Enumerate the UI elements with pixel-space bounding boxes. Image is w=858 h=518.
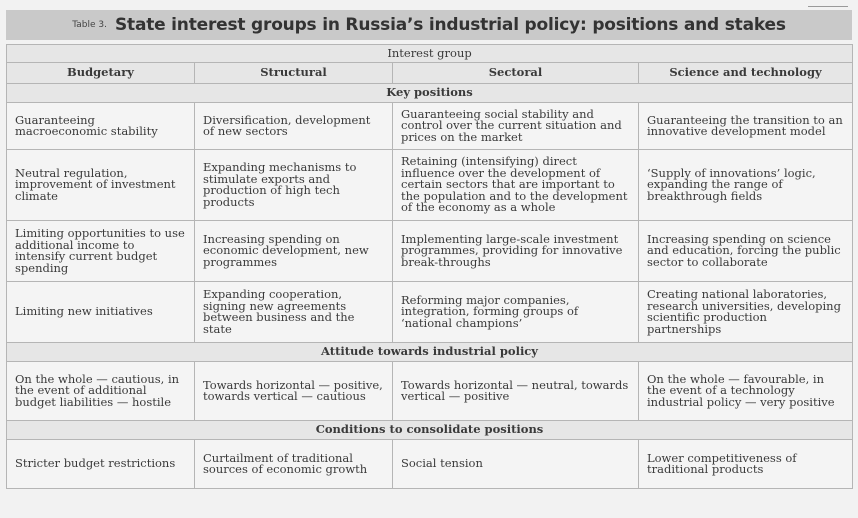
- page-corner-mark: [808, 0, 848, 7]
- section-heading: Conditions to consolidate positions: [7, 421, 853, 440]
- section-heading-row: [7, 421, 853, 440]
- interest-groups-table: [6, 44, 853, 489]
- group-header-cell: Interest group: [7, 45, 853, 63]
- table-cell: Reforming major companies, integration, forming groups of ‘national champions’: [393, 282, 639, 343]
- table-row: [7, 362, 853, 421]
- column-header: Sectoral: [393, 63, 639, 84]
- column-header: Budgetary: [7, 63, 195, 84]
- table-row: [7, 103, 853, 150]
- table-cell: Expanding cooperation, signing new agreements between business and the state: [195, 282, 393, 343]
- table-cell: Limiting new initiatives: [7, 282, 195, 343]
- table-cell: On the whole — favourable, in the event of a technology industrial policy — very positive: [639, 362, 853, 421]
- section-heading-row: [7, 84, 853, 103]
- table-row: [7, 282, 853, 343]
- section-heading-row: [7, 343, 853, 362]
- table-label: Table 3.: [72, 20, 107, 30]
- table-cell: Limiting opportunities to use additional income to intensify current budget spending: [7, 221, 195, 282]
- table-cell: Creating national laboratories, research universities, developing scientific production partnerships: [639, 282, 853, 343]
- column-header-row: [7, 63, 853, 84]
- table-cell: On the whole — cautious, in the event of additional budget liabilities — hostile: [7, 362, 195, 421]
- table-row: [7, 221, 853, 282]
- table-cell: Expanding mechanisms to stimulate exports and production of high tech products: [195, 150, 393, 221]
- table-cell: Social tension: [393, 440, 639, 489]
- table-cell: ‘Supply of innovations’ logic, expanding the range of breakthrough fields: [639, 150, 853, 221]
- table-cell: Diversification, development of new sectors: [195, 103, 393, 150]
- table-title: State interest groups in Russia’s industrial policy: positions and stakes: [114, 15, 786, 35]
- table-cell: Increasing spending on economic development, new programmes: [195, 221, 393, 282]
- section-heading: Key positions: [7, 84, 853, 103]
- table-cell: Guaranteeing macroeconomic stability: [7, 103, 195, 150]
- table-title-bar: [6, 10, 852, 40]
- table-row: [7, 440, 853, 489]
- table-cell: Implementing large-scale investment programmes, providing for innovative break-throughs: [393, 221, 639, 282]
- column-header: Structural: [195, 63, 393, 84]
- table-cell: Retaining (intensifying) direct influence over the development of certain sectors that are important to the population and to the development of the economy as a whole: [393, 150, 639, 221]
- table-cell: Guaranteeing social stability and control over the current situation and prices on the market: [393, 103, 639, 150]
- group-header-row: [7, 45, 853, 63]
- table-cell: Increasing spending on science and education, forcing the public sector to collaborate: [639, 221, 853, 282]
- column-header: Science and technology: [639, 63, 853, 84]
- table-cell: Curtailment of traditional sources of economic growth: [195, 440, 393, 489]
- section-heading: Attitude towards industrial policy: [7, 343, 853, 362]
- table-cell: Lower competitiveness of traditional products: [639, 440, 853, 489]
- table-cell: Stricter budget restrictions: [7, 440, 195, 489]
- table-row: [7, 150, 853, 221]
- table-cell: Towards horizontal — positive, towards vertical — cautious: [195, 362, 393, 421]
- table-cell: Neutral regulation, improvement of investment climate: [7, 150, 195, 221]
- table-cell: Guaranteeing the transition to an innovative development model: [639, 103, 853, 150]
- table-cell: Towards horizontal — neutral, towards vertical — positive: [393, 362, 639, 421]
